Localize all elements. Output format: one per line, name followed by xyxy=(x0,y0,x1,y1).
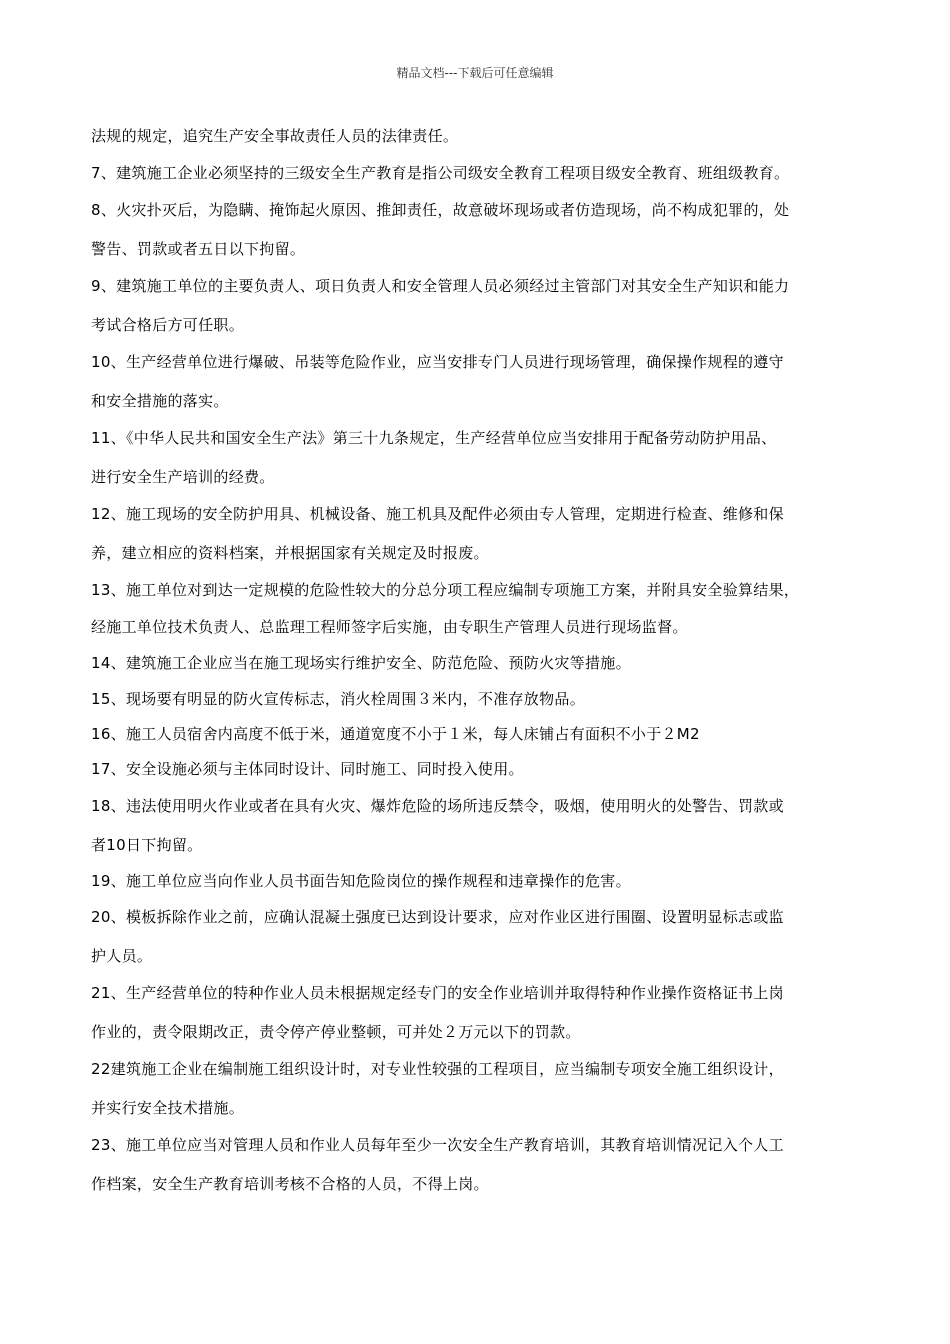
text-line: 11、《中华人民共和国安全生产法》第三十九条规定，生产经营单位应当安排用于配备劳动防护用品、 xyxy=(91,429,777,447)
text-line: 22建筑施工企业在编制施工组织设计时，对专业性较强的工程项目，应当编制专项安全施工组织设计， xyxy=(91,1060,784,1078)
text-line: 18、违法使用明火作业或者在具有火灾、爆炸危险的场所违反禁令，吸烟，使用明火的处警告、罚款或 xyxy=(91,797,784,815)
text-line: 17、安全设施必须与主体同时设计、同时施工、同时投入使用。 xyxy=(91,760,524,778)
text-line: 养，建立相应的资料档案，并根据国家有关规定及时报废。 xyxy=(91,544,489,562)
text-line: 8、火灾扑灭后，为隐瞒、掩饰起火原因、推卸责任，故意破坏现场或者仿造现场，尚不构成犯罪的，处 xyxy=(91,201,790,219)
text-line: 警告、罚款或者五日以下拘留。 xyxy=(91,240,306,258)
text-line: 作业的，责令限期改正，责令停产停业整顿，可并处２万元以下的罚款。 xyxy=(91,1023,581,1041)
text-line: 7、建筑施工企业必须坚持的三级安全生产教育是指公司级安全教育工程项目级安全教育、班组级教育。 xyxy=(91,164,790,182)
text-line: 法规的规定，追究生产安全事故责任人员的法律责任。 xyxy=(91,127,459,145)
text-line: 23、施工单位应当对管理人员和作业人员每年至少一次安全生产教育培训，其教育培训情况记入个人工 xyxy=(91,1136,784,1154)
text-line: 者10日下拘留。 xyxy=(91,836,203,854)
text-line: 20、模板拆除作业之前，应确认混凝土强度已达到设计要求，应对作业区进行围圈、设置明显标志或监 xyxy=(91,908,784,926)
text-line: 作档案，安全生产教育培训考核不合格的人员，不得上岗。 xyxy=(91,1175,489,1193)
text-line: 15、现场要有明显的防火宣传标志，消火栓周围３米内，不准存放物品。 xyxy=(91,690,585,708)
text-line: 19、施工单位应当向作业人员书面告知危险岗位的操作规程和违章操作的危害。 xyxy=(91,872,631,890)
text-line: 经施工单位技术负责人、总监理工程师签字后实施，由专职生产管理人员进行现场监督。 xyxy=(91,618,688,636)
page-header: 精品文档---下载后可任意编辑 xyxy=(396,66,554,80)
text-line: 13、施工单位对到达一定规模的危险性较大的分总分项工程应编制专项施工方案，并附具安全验算结果， xyxy=(91,581,800,599)
text-line: 12、施工现场的安全防护用具、机械设备、施工机具及配件必须由专人管理，定期进行检查、维修和保 xyxy=(91,505,784,523)
text-line: 并实行安全技术措施。 xyxy=(91,1099,245,1117)
text-line: 9、建筑施工单位的主要负责人、项日负责人和安全管理人员必须经过主管部门对其安全生产知识和能力 xyxy=(91,277,790,295)
text-line: 考试合格后方可任职。 xyxy=(91,316,245,334)
text-line: 进行安全生产培训的经费。 xyxy=(91,468,275,486)
text-line: 14、建筑施工企业应当在施工现场实行维护安全、防范危险、预防火灾等措施。 xyxy=(91,654,631,672)
text-line: 10、生产经营单位进行爆破、吊装等危险作业，应当安排专门人员进行现场管理，确保操作规程的遵守 xyxy=(91,353,784,371)
text-line: 16、施工人员宿舍内高度不低于米，通道宽度不小于１米，每人床铺占有面积不小于２M2 xyxy=(91,725,700,743)
text-line: 护人员。 xyxy=(91,947,153,965)
text-line: 和安全措施的落实。 xyxy=(91,392,229,410)
text-line: 21、生产经营单位的特种作业人员未根据规定经专门的安全作业培训并取得特种作业操作资格证书上岗 xyxy=(91,984,784,1002)
document-body xyxy=(91,126,866,1194)
